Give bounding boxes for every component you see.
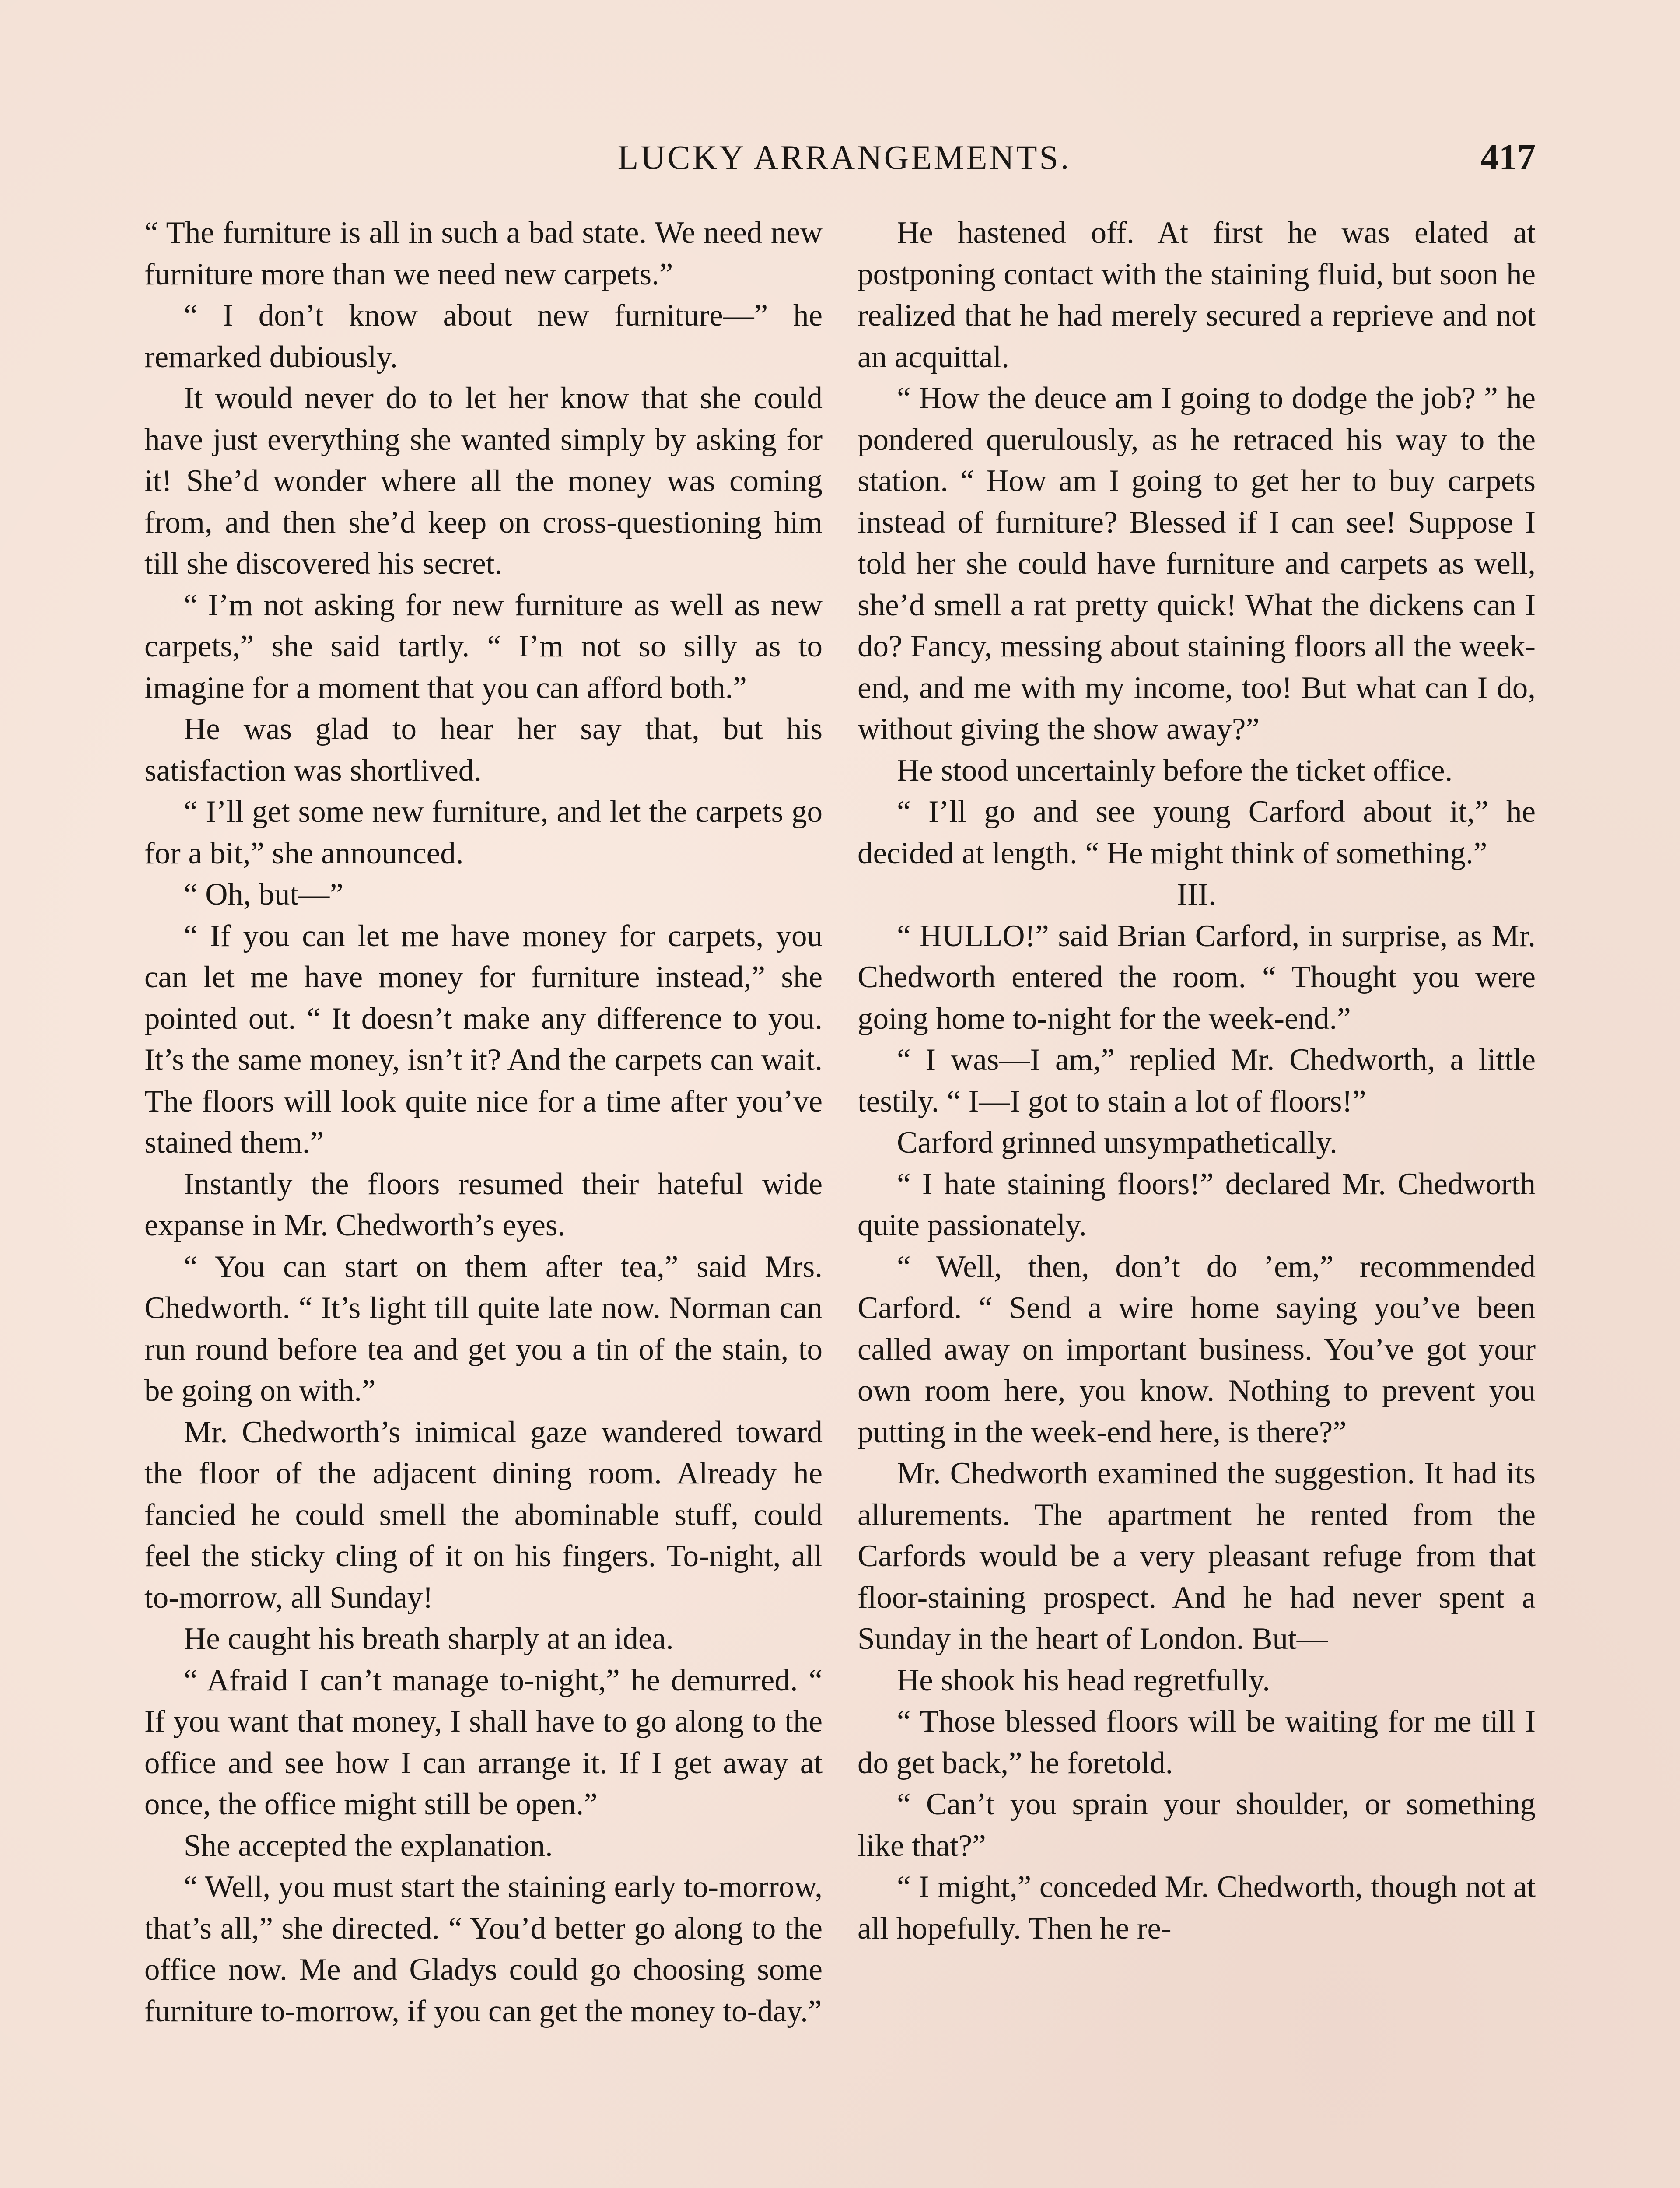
paragraph: “ How the deuce am I going to dodge the job? ” he pondered querulously, as he retraced his way to the station. “ How am I going to get her to buy carpets instead of furniture? Blessed if I can see! Suppose I told her she could have furniture and carpets as well, she’d smell a rat pretty quick! What the dickens can I do? Fancy, messing about staining floors all the week-end, and me with my income, too! But what can I do, without giving the show away?”	[858, 381, 1536, 746]
paragraph: “ Afraid I can’t manage to-night,” he demurred. “ If you want that money, I shall have to go along to the office and see how I can arrange it. If I get away at once, the office might still be open.”	[144, 1663, 822, 1821]
page-number: 417	[1480, 137, 1536, 178]
paragraph: “ Oh, but—”	[184, 877, 343, 912]
paragraph: “ I was—I am,” replied Mr. Chedworth, a little testily. “ I—I got to stain a lot of floors!”	[858, 1043, 1536, 1119]
paragraph: “ Can’t you sprain your shoulder, or something like that?”	[858, 1787, 1536, 1863]
paragraph: He caught his breath sharply at an idea.	[184, 1622, 674, 1656]
paragraph: Instantly the floors resumed their hateful wide expanse in Mr. Chedworth’s eyes.	[144, 1167, 822, 1242]
paragraph: “ You can start on them after tea,” said Mrs. Chedworth. “ It’s light till quite late now. Norman can run round before tea and get you a tin of the stain, to be going on with.”	[144, 1249, 822, 1408]
paragraph: “ I might,” conceded Mr. Chedworth, though not at all hopefully. Then he re-	[858, 1870, 1536, 1946]
paragraph: He was glad to hear her say that, but his satisfaction was shortlived.	[144, 712, 822, 788]
paragraph: “ I’m not asking for new furniture as well as new carpets,” she said tartly. “ I’m not so silly as to imagine for a moment that you can afford both.”	[144, 588, 822, 705]
paragraph: “ I don’t know about new furniture—” he remarked dubiously.	[144, 298, 822, 374]
paragraph: “ Well, you must start the staining early to-morrow, that’s all,” she directed. “ You’d better go along to the office now. Me and Gladys could go choosing some furniture to-morrow, if you can get the money to-day.”	[144, 1870, 822, 2028]
paragraph: Mr. Chedworth’s inimical gaze wandered toward the floor of the adjacent dining room. Already he fancied he could smell the abominable stuff, could feel the sticky cling of it on his fingers. To-night, all to-morrow, all Sunday!	[144, 1415, 822, 1615]
paragraph: “ I hate staining floors!” declared Mr. Chedworth quite passionately.	[858, 1167, 1536, 1242]
right-text-column	[858, 212, 1536, 1949]
paragraph: “ Those blessed floors will be waiting for me till I do get back,” he foretold.	[858, 1704, 1536, 1780]
page-header	[144, 131, 1544, 184]
section-heading: III.	[1177, 877, 1216, 912]
paragraph: She accepted the explanation.	[184, 1828, 553, 1863]
paragraph: “ The furniture is all in such a bad state. We need new furniture more than we need new carpets.”	[144, 216, 822, 291]
paragraph: “ Well, then, don’t do ’em,” recommended Carford. “ Send a wire home saying you’ve been called away on important business. You’ve got your own room here, you know. Nothing to prevent you putting in the week-end here, is there?”	[858, 1249, 1536, 1449]
paragraph: He hastened off. At first he was elated at postponing contact with the staining fluid, but soon he realized that he had merely secured a reprieve and not an acquittal.	[858, 216, 1536, 374]
left-text-column	[144, 212, 822, 2032]
paragraph: “ I’ll go and see young Carford about it,” he decided at length. “ He might think of something.”	[858, 795, 1536, 870]
paragraph: He shook his head regretfully.	[897, 1663, 1270, 1697]
running-title: LUCKY ARRANGEMENTS.	[617, 138, 1071, 176]
paragraph: It would never do to let her know that she could have just everything she wanted simply by asking for it! She’d wonder where all the money was coming from, and then she’d keep on cross-questioning him till she discovered his secret.	[144, 381, 822, 581]
paragraph: “ HULLO!” said Brian Carford, in surprise, as Mr. Chedworth entered the room. “ Thought you were going home to-night for the week-end.”	[858, 919, 1536, 1036]
paragraph: He stood uncertainly before the ticket office.	[897, 753, 1453, 788]
paragraph: Mr. Chedworth examined the suggestion. It had its allurements. The apartment he rented from the Carfords would be a very pleasant refuge from that floor-staining prospect. And he had never spent a Sunday in the heart of London. But—	[858, 1456, 1536, 1656]
paragraph: Carford grinned unsympathetically.	[897, 1126, 1337, 1160]
paragraph: “ I’ll get some new furniture, and let the carpets go for a bit,” she announced.	[144, 795, 822, 870]
paragraph: “ If you can let me have money for carpets, you can let me have money for furniture instead,” she pointed out. “ It doesn’t make any difference to you. It’s the same money, isn’t it? And the carpets can wait. The floors will look quite nice for a time after you’ve stained them.”	[144, 919, 822, 1160]
